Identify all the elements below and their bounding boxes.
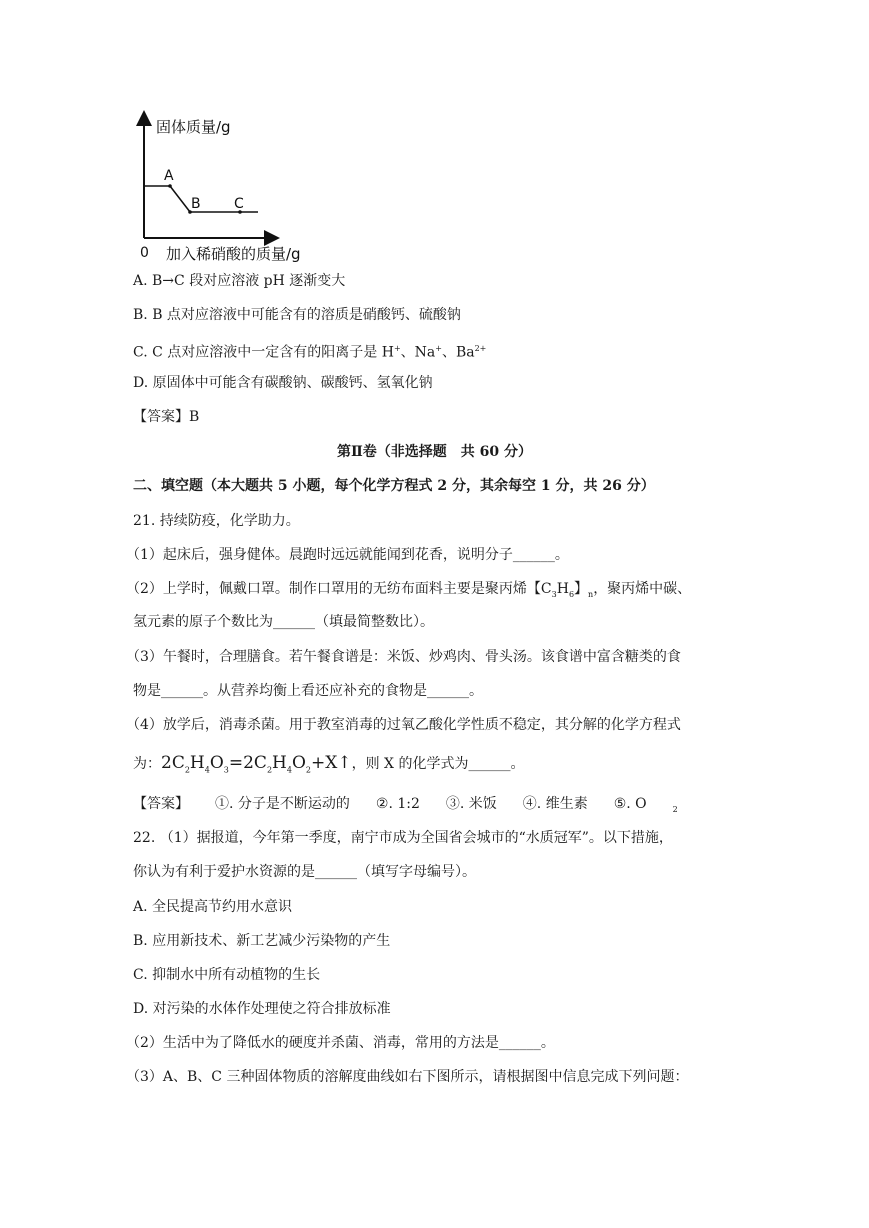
answer-1: ①. 分子是不断运动的 [215, 796, 350, 812]
q21-part4-prefix: 为： [133, 756, 161, 772]
q21-part4-line1: （4）放学后，消毒杀菌。用于教室消毒的过氧乙酸化学性质不稳定，其分解的化学方程式 [126, 717, 681, 733]
q21-part1: （1）起床后，强身健体。晨跑时远远就能闻到花香，说明分子______。 [126, 547, 569, 563]
q21-part3-line1: （3）午餐时，合理膳食。若午餐食谱是：米饭、炒鸡肉、骨头汤。该食谱中富含糖类的食 [126, 649, 681, 665]
section-title: 第Ⅱ卷（非选择题 共 60 分） [336, 444, 533, 460]
q21-part2-line2: 氢元素的原子个数比为______（填最简整数比）。 [133, 614, 434, 630]
solid-mass-chart [0, 100, 869, 370]
q21-part2-line1 [126, 580, 691, 604]
q20-option-a: A. B→C 段对应溶液 pH 逐渐变大 [133, 273, 346, 289]
origin-label: 0 [140, 245, 149, 261]
c-subscript: 3 [551, 589, 557, 599]
chemical-equation: $2C_2H_4O_3=2C_2H_4O_2+X↑$ [161, 753, 352, 775]
n-subscript: n [588, 589, 594, 599]
q20-option-d: D. 原固体中可能含有碳酸钠、碳酸钙、氢氧化钠 [133, 375, 433, 391]
answer-5: ⑤. O $_2$ [613, 796, 678, 814]
q22-part2: （2）生活中为了降低水的硬度并杀菌、消毒，常用的方法是______。 [126, 1035, 555, 1051]
q22-part1-line1: 22. （1）据报道，今年第一季度，南宁市成为全国省会城市的“水质冠军”。以下措施， [133, 830, 673, 846]
h-subscript: 6 [568, 589, 575, 599]
y-axis-label: 固体质量/g [156, 118, 231, 136]
section-heading: 二、填空题（本大题共 5 小题，每个化学方程式 2 分，其余每空 1 分，共 26 分） [133, 478, 655, 494]
q21-part3-line2: 物是______。从营养均衡上看还应补充的食物是______。 [133, 683, 483, 699]
ba-ion: 、Ba [441, 344, 475, 361]
q22-part3: （3）A、B、C 三种固体物质的溶解度曲线如右下图所示，请根据图中信息完成下列问题： [126, 1069, 689, 1085]
na-charge: + [435, 344, 442, 353]
x-axis-label: 加入稀硝酸的质量/g [166, 245, 301, 263]
q21-part2-tail: ，聚丙烯中碳、 [593, 581, 692, 597]
q21-answer [133, 795, 678, 819]
point-c-label: C [234, 196, 244, 212]
q21-part4-tail: ，则 X 的化学式为______。 [351, 756, 525, 772]
point-b-label: B [191, 196, 201, 212]
answer-2: ②. 1:2 [375, 796, 420, 812]
answer-4: ④. 维生素 [522, 796, 588, 812]
h-charge: + [393, 344, 401, 353]
q20-answer: 【答案】B [133, 409, 200, 425]
q20-option-b: B. B 点对应溶液中可能含有的溶质是硝酸钙、硫酸钠 [133, 307, 461, 323]
bracket-close: 】 [574, 581, 589, 597]
na-ion: 、Na [400, 344, 436, 361]
q21-part2-text: （2）上学时，佩戴口罩。制作口罩用的无纺布面料主要是聚丙烯【C [126, 581, 552, 597]
point-a [168, 184, 172, 188]
answer-label: 【答案】 [133, 796, 189, 812]
q22-option-d: D. 对污染的水体作处理使之符合排放标准 [133, 1001, 391, 1017]
q22-option-c: C. 抑制水中所有动植物的生长 [133, 967, 321, 983]
answer-3: ③. 米饭 [445, 796, 497, 812]
q21-part4-line2 [133, 754, 524, 779]
q22-option-a: A. 全民提高节约用水意识 [133, 899, 293, 915]
q22-option-b: B. 应用新技术、新工艺减少污染物的产生 [133, 933, 391, 949]
q21-stem: 21. 持续防疫，化学助力。 [133, 513, 300, 529]
q20-option-c [133, 340, 486, 362]
q20-option-c-text: C. C 点对应溶液中一定含有的阳离子是 H [133, 344, 394, 361]
ba-charge: 2+ [474, 344, 487, 353]
q22-part1-line2: 你认为有利于爱护水资源的是______（填写字母编号）。 [133, 864, 476, 880]
point-a-label: A [164, 168, 174, 184]
h-symbol: H [556, 581, 569, 597]
